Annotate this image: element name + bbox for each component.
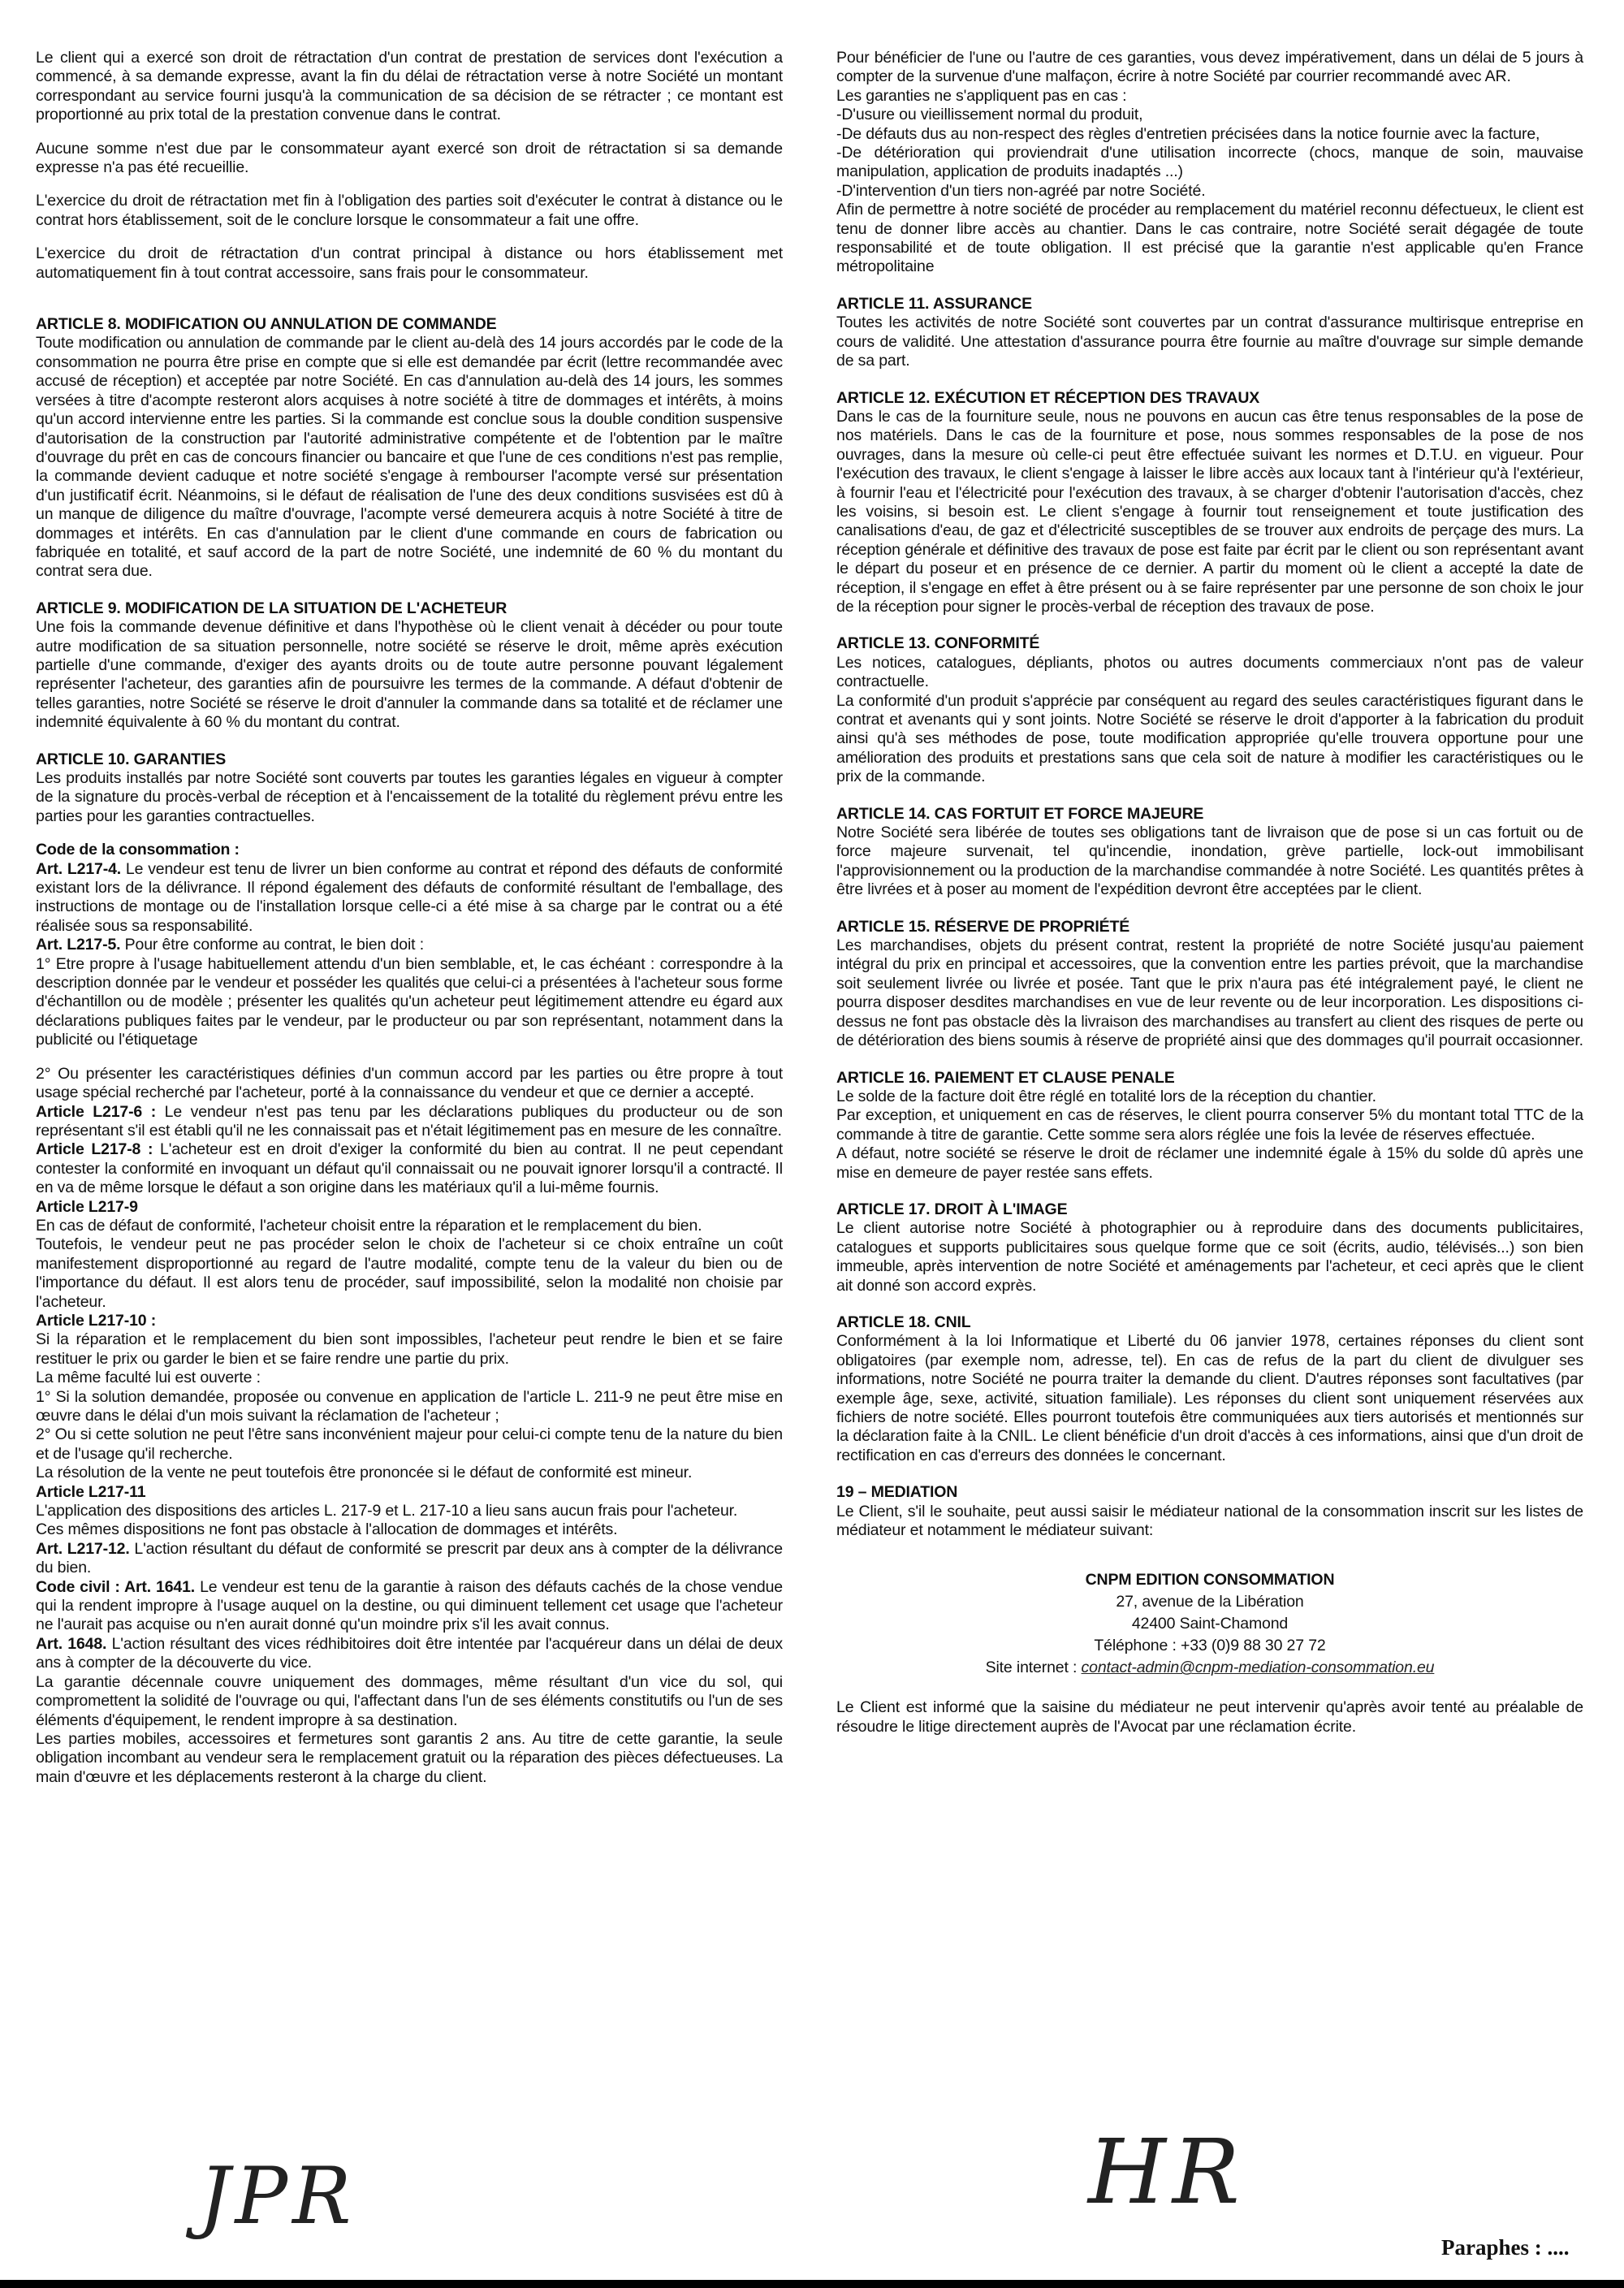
article-12-title: ARTICLE 12. EXÉCUTION ET RÉCEPTION DES TRAVAUX [836,388,1260,407]
article-8-title: ARTICLE 8. MODIFICATION OU ANNULATION DE COMMANDE [36,315,497,334]
article-16-text: Le solde de la facture doit être réglé en totalité lors de la réception du chantier. [836,1087,1376,1105]
art-l217-12-text: L'action résultant du défaut de conformité se prescrit par deux ans à compter de la délivrance du bien. [36,1539,783,1577]
retractation-paragraph-1: Le client qui a exercé son droit de rétractation d'un contrat de prestation de services dont l'exécution a commencé, à sa demande expresse, avant la fin du délai de rétractation verse à notre Société un montant correspondant au service fourni jusqu'à la communication de sa décision de se rétracter ; ce montant est proportionné au prix total de la prestation convenue dans le contrat. [36,49,783,124]
article-8-text: Toute modification ou annulation de commande par le client au-delà des 14 jours accordés par le code de la consommation ne pourra être prise en compte que si elle est demandée par écrit (lettre recommandée avec accusé de réception) et acceptée par notre Société. En cas d'annulation au-delà des 14 jours, les sommes versées à titre d'acompte resteront alors acquises à notre société à titre de dommages et intérêts, à moins qu'un accord intervienne entre les parties. Si la commande est conclue sous la double condition suspensive d'autorisation de la construction par l'autorité administrative compétente et de l'obtention par le maître d'ouvrage du prêt en cas de concours financier ou bancaire et que l'une de ces conditions n'est pas remplie, la commande devient caduque et notre société s'engage à rembourser l'acompte versé sur présentation d'un justificatif écrit. Néanmoins, si le défaut de réalisation de l'une des deux conditions susvisées est dû à un manque de diligence du maître d'ouvrage, l'acompte versé demeurera acquis à notre Société à titre de dommages et intérêts. En cas d'annulation par le client d'une commande en cours de fabrication ou fabriquée en totalité, et sauf accord de la part de notre Société, une indemnité de 60 % du montant du contrat sera due. [36,334,783,581]
art-l217-5-label: Art. L217-5. [36,936,121,954]
code-civil-1648 [36,1635,783,1673]
article-12-text: Dans le cas de la fourniture seule, nous ne pouvons en aucun cas être tenus responsables de la pose de nos matériels. Dans le cas de la fourniture et pose, nous sommes responsables de la pose de nos ouvrages, dans la mesure où celle-ci peut être effectuée suivant les normes et D.T.U. en vigueur. Pour l'exécution des travaux, le client s'engage à laisser le libre accès aux locaux tant à l'intérieur qu'à l'extérieur, à fournir l'eau et l'électricité pour l'exécution des travaux, à se charger d'obtenir l'autorisation d'accès, chez les voisins, si besoin est. Le client s'engage à fournir tout renseignement et toute justification des canalisations d'eau, de gaz et d'électricité susceptibles de se trouver aux endroits de perçage des murs. La réception générale et définitive des travaux de pose est faite par écrit par le client ou son représentant avant le départ du poseur et en présence de ce dernier. A partir du moment où le client a accepté la date de réception, il s'engage en effet à être présent ou à se faire représenter par une personne de son choix le jour de la réception pour signer le procès-verbal de réception des travaux de pose. [836,407,1583,616]
article-10-title: ARTICLE 10. GARANTIES [36,750,227,768]
article-19-title: 19 – MEDIATION [836,1483,958,1502]
art-l217-8-text: L'acheteur est en droit d'exiger la conformité du bien au contrat. Il ne peut cependant contester la conformité en invoquant un défaut qu'il connaissait ou ne pouvait ignorer lorsqu'il a contracté. Il en va de même lorsque le défaut a son origine dans les matériaux qu'il a lui-même fournis. [36,1140,783,1197]
article-11-title: ARTICLE 11. ASSURANCE [836,294,1033,313]
art-l217-12 [36,1540,783,1578]
retractation-paragraph-2: Aucune somme n'est due par le consommateur ayant exercé son droit de rétractation si sa demande expresse n'a pas été recueillie. [36,139,783,177]
company-initials-signature: HR [1088,2120,1246,2224]
art-l217-11-label: Article L217-11 [36,1482,146,1501]
article-15-title: ARTICLE 15. RÉSERVE DE PROPRIÉTÉ [836,917,1130,936]
article-9-title: ARTICLE 9. MODIFICATION DE LA SITUATION DE L'ACHETEUR [36,599,508,617]
code-civil-1648-label: Art. 1648. [36,1634,107,1653]
art-l217-10-point-1: 1° Si la solution demandée, proposée ou convenue en application de l'article L. 211-9 ne peut être mise en œuvre dans le délai d'un mois suivant la réclamation de l'acheteur ; [36,1387,783,1425]
scan-edge-bar [0,2280,1624,2288]
art-l217-9-label: Article L217-9 [36,1197,138,1216]
article-13-text-2: La conformité d'un produit s'apprécie par conséquent au regard des seules caractéristiques figurant dans le contrat et avenants qui y sont joints. Notre Société se réserve le droit d'apporter à la fabrication du produit ainsi qu'à ses méthodes de pose, toute modification appropriée qu'elle trouvera opportune pour une amélioration des produits et prestations sans que cela soit de nature à modifier les caractéristiques ou le prix de la commande. [836,691,1583,786]
code-consommation-title: Code de la consommation : [36,841,240,859]
exclusions-conclusion: Afin de permettre à notre société de procéder au remplacement du matériel reconnu défectueux, le client est tenu de donner libre accès au chantier. Dans le cas contraire, notre Société serait dégagée de toute responsabilité et de toute obligation. Il est précisé que la garantie n'est applicable qu'en France métropolitaine [836,201,1583,276]
article-11-text: Toutes les activités de notre Société sont couvertes par un contrat d'assurance multirisque entreprise en cours de validité. Une attestation d'assurance pourra être fournie au maître d'ouvrage sur simple demande de sa part. [836,314,1583,370]
art-l217-4 [36,860,783,936]
art-l217-5-point-2: 2° Ou présenter les caractéristiques définies d'un commun accord par les parties ou être propre à tout usage spécial recherché par l'acheteur, porté à la connaissance du vendeur et que ce dernier a accepté. [36,1064,783,1102]
article-18-title: ARTICLE 18. CNIL [836,1313,971,1331]
art-l217-6-label: Article L217-6 : [36,1102,157,1121]
right-column [836,49,1583,1751]
exclusions-title: Les garanties ne s'appliquent pas en cas : [836,86,1127,105]
mediator-site-label: Site internet : [985,1659,1082,1677]
exclusion-item: -De défauts dus au non-respect des règles d'entretien précisées dans la notice fournie avec la facture, [836,124,1540,143]
art-l217-5 [36,936,783,954]
article-14-title: ARTICLE 14. CAS FORTUIT ET FORCE MAJEURE [836,804,1204,823]
article-18-text: Conformément à la loi Informatique et Liberté du 06 janvier 1978, certaines réponses du client sont obligatoires (par exemple nom, adresse, tel). En cas de refus de la part du client de divulguer ses informations, notre Société ne pourra traiter la demande du client. D'autres réponses sont facultatives (par exemple âge, sexe, activité, situation familiale). Les réponses du client sont uniquement réservées aux fichiers de notre société. Elles pourront toutefois être communiquées aux tiers autorisés et mentionnés sur la déclaration faite à la CNIL. Le client bénéficie d'un droit d'accès à ces informations, ainsi que d'un droit de rectification en cas d'erreurs des données le concernant. [836,1332,1583,1464]
art-l217-11-text: L'application des dispositions des articles L. 217-9 et L. 217-10 a lieu sans aucun frais pour l'acheteur. [36,1502,738,1520]
art-l217-8-label: Article L217-8 : [36,1140,153,1159]
art-l217-11-label-line [36,1483,783,1502]
art-l217-10-text-2: La même faculté lui est ouverte : [36,1369,261,1387]
art-l217-4-label: Art. L217-4. [36,859,122,878]
client-initials-signature: JPR [199,2151,356,2242]
paraphes-label: Paraphes : .... [1441,2235,1570,2260]
art-l217-10-text: Si la réparation et le remplacement du bien sont impossibles, l'acheteur peut rendre le bien et se faire restituer le prix ou garder le bien et se faire rendre une partie du prix. [36,1330,783,1368]
mediator-phone: Téléphone : +33 (0)9 88 30 27 72 [1094,1637,1326,1655]
art-l217-9-text-2: Toutefois, le vendeur peut ne pas procéder selon le choix de l'acheteur si ce choix entraîne un coût manifestement disproportionné au regard de l'autre modalité, compte tenu de la valeur du bien ou de l'importance du défaut. Il est alors tenu de procéder, sauf impossibilité, selon la modalité non choisie par l'acheteur. [36,1235,783,1311]
art-l217-9-label-line [36,1198,783,1217]
article-16-text-3: A défaut, notre société se réserve le droit de réclamer une indemnité égale à 15% du solde dû après une mise en demeure de payer restée sans effets. [836,1144,1583,1182]
garanties-intro: Pour bénéficier de l'une ou l'autre de ces garanties, vous devez impérativement, dans un délai de 5 jours à compter de la survenue d'une malfaçon, écrire à notre Société par courrier recommandé avec AR. [836,49,1583,86]
art-l217-9-text: En cas de défaut de conformité, l'acheteur choisit entre la réparation et le remplacement du bien. [36,1216,702,1235]
code-civil-1648-text: L'action résultant des vices rédhibitoires doit être intentée par l'acquéreur dans un délai de deux ans à compter de la découverte du vice. [36,1634,783,1672]
article-19-text: Le Client, s'il le souhaite, peut aussi saisir le médiateur national de la consommation inscrit sur les listes de médiateur et notamment le médiateur suivant: [836,1502,1583,1540]
article-9-text: Une fois la commande devenue définitive et dans l'hypothèse où le client venait à décéder ou pour toute autre modification de sa situation personnelle, notre société se réserve le droit, même après exécution partielle d'une commande, d'exiger des ayants droits ou de toute autre personne pouvant légalement représenter l'acheteur, des garanties afin de poursuivre les termes de la commande. A défaut d'obtenir de telles garanties, notre Société se réserve le droit d'annuler la commande dans sa totalité et de réclamer une indemnité équivalente à 60 % du montant du contrat. [36,618,783,732]
exclusion-item: -D'usure ou vieillissement normal du produit, [836,106,1143,124]
pieces-mobiles-text: Les parties mobiles, accessoires et fermetures sont garantis 2 ans. Au titre de cette garantie, la seule obligation incombant au vendeur sera le remplacement gratuit ou la réparation des pièces défectueuses. La main d'œuvre et les déplacements resteront à la charge du client. [36,1729,783,1786]
mediator-address-block [836,1569,1583,1679]
mediator-street: 27, avenue de la Libération [1116,1593,1304,1611]
article-13-title: ARTICLE 13. CONFORMITÉ [836,634,1040,653]
art-l217-6 [36,1103,783,1141]
mediator-name: CNPM EDITION CONSOMMATION [1085,1571,1335,1589]
mediator-city: 42400 Saint-Chamond [1131,1615,1289,1633]
article-13-text: Les notices, catalogues, dépliants, photos ou autres documents commerciaux n'ont pas de valeur contractuelle. [836,653,1583,691]
article-15-text: Les marchandises, objets du présent contrat, restent la propriété de notre Société jusqu'au paiement intégral du prix en principal et accessoires, que la convention entre les parties prévoit, que la marchandise soit seulement livrée ou livrée et posée. Tant que le prix n'aura pas été intégralement payé, le client ne pourra disposer desdites marchandises en vue de leur revente ou de leur incorporation. Les dispositions ci-dessus ne font pas obstacle dès la livraison des marchandises au transfert au client des risques de perte ou de détérioration des biens soumis à réserve de propriété ainsi que des dommages qu'il pourrait occasionner. [836,936,1583,1050]
article-16-title: ARTICLE 16. PAIEMENT ET CLAUSE PENALE [836,1068,1175,1087]
art-l217-8 [36,1140,783,1197]
code-civil-1641 [36,1578,783,1635]
mediator-site-link[interactable]: contact-admin@cnpm-mediation-consommation.eu [1081,1659,1435,1677]
exclusion-item: -D'intervention d'un tiers non-agréé par notre Société. [836,181,1206,200]
retractation-paragraph-3: L'exercice du droit de rétractation met fin à l'obligation des parties soit d'exécuter le contrat à distance ou le contrat hors établissement, soit de le conclure lorsque le consommateur a fait une offre. [36,192,783,229]
exclusion-item: -De détérioration qui proviendrait d'une utilisation incorrecte (chocs, manque de soin, mauvaise manipulation, application de produits inadaptés ...) [836,144,1583,181]
article-17-text: Le client autorise notre Société à photographier ou à reproduire dans des documents publicitaires, catalogues et supports publicitaires sous quelque forme que ce soit (écrits, audio, télévisés...) son bien immeuble, après intervention de notre Société et aménagements par l'acheteur, et ceci après que le client ait donné son accord exprès. [836,1219,1583,1295]
art-l217-5-point-1: 1° Etre propre à l'usage habituellement attendu d'un bien semblable, et, le cas échéant : correspondre à la description donnée par le vendeur et posséder les qualités que celui-ci a présentées à l'acheteur sous forme d'échantillon ou de modèle ; présenter les qualités qu'un acheteur peut légitimement attendre eu égard aux déclarations publiques faites par le vendeur, par le producteur ou par son représentant, notamment dans la publicité ou l'étiquetage [36,954,783,1049]
art-l217-10-label-line [36,1312,783,1330]
art-l217-12-label: Art. L217-12. [36,1539,130,1558]
art-l217-6-text: Le vendeur n'est pas tenu par les déclarations publiques du producteur ou de son représentant s'il est établi qu'il ne les connaissait pas et n'était légitimement pas en mesure de les connaître. [36,1102,784,1140]
art-l217-11-text-2: Ces mêmes dispositions ne font pas obstacle à l'allocation de dommages et intérêts. [36,1520,618,1539]
mediator-site-line [836,1657,1583,1679]
art-l217-4-text: Le vendeur est tenu de livrer un bien conforme au contrat et répond des défauts de conformité existant lors de la délivrance. Il répond également des défauts de conformité résultant de l'emballage, des instructions de montage ou de l'installation lorsque celle-ci a été mise à sa charge par le contrat ou a été réalisée sous sa responsabilité. [36,859,783,935]
mediation-final-text: Le Client est informé que la saisine du médiateur ne peut intervenir qu'après avoir tenté au préalable de résoudre le litige directement auprès de l'Avocat par une réclamation écrite. [836,1698,1583,1736]
left-column [36,49,783,1787]
retractation-paragraph-4: L'exercice du droit de rétractation d'un contrat principal à distance ou hors établissement met automatiquement fin à tout contrat accessoire, sans frais pour le consommateur. [36,244,783,282]
art-l217-5-text: Pour être conforme au contrat, le bien doit : [120,936,424,954]
art-l217-10-label: Article L217-10 : [36,1311,157,1330]
art-l217-10-point-2: 2° Ou si cette solution ne peut l'être sans inconvénient majeur pour celui-ci compte tenu de la nature du bien et de l'usage qu'il recherche. [36,1425,783,1463]
art-l217-10-point-3: La résolution de la vente ne peut toutefois être prononcée si le défaut de conformité est mineur. [36,1464,693,1482]
article-14-text: Notre Société sera libérée de toutes ses obligations tant de livraison que de pose si un cas fortuit ou de force majeure survenait, tel qu'incendie, inondation, grève partielle, lock-out immobilisant l'approvisionnement ou la production de la marchandise commandée à notre Société. Les quantités prêtes à être livrées et à poser au moment de l'expédition devront être acceptées par le client. [836,824,1583,899]
article-10-text: Les produits installés par notre Société sont couverts par toutes les garanties légales en vigueur à compter de la signature du procès-verbal de réception et à l'encaissement de la totalité du règlement prévu entre les parties pour les garanties contractuelles. [36,769,783,825]
article-17-title: ARTICLE 17. DROIT À L'IMAGE [836,1200,1068,1218]
article-16-text-2: Par exception, et uniquement en cas de réserves, le client pourra conserver 5% du montant total TTC de la commande à titre de garantie. Cette somme sera alors réglée une fois la levée de réserves effectuée. [836,1106,1583,1144]
code-civil-1641-label: Code civil : Art. 1641. [36,1577,196,1596]
code-civil-1641-text: Le vendeur est tenu de la garantie à raison des défauts cachés de la chose vendue qui la rendent impropre à l'usage auquel on la destine, ou qui diminuent tellement cet usage que l'acheteur ne l'aurait pas acquise ou n'en aurait donné qu'un moindre prix s'il les avait connus. [36,1577,783,1634]
garantie-decennale-text: La garantie décennale couvre uniquement des dommages, même résultant d'un vice du sol, qui compromettent la solidité de l'ouvrage ou qui, l'affectant dans l'un de ses éléments constitutifs ou l'un de ses éléments d'équipement, le rendent impropre à sa destination. [36,1672,783,1729]
